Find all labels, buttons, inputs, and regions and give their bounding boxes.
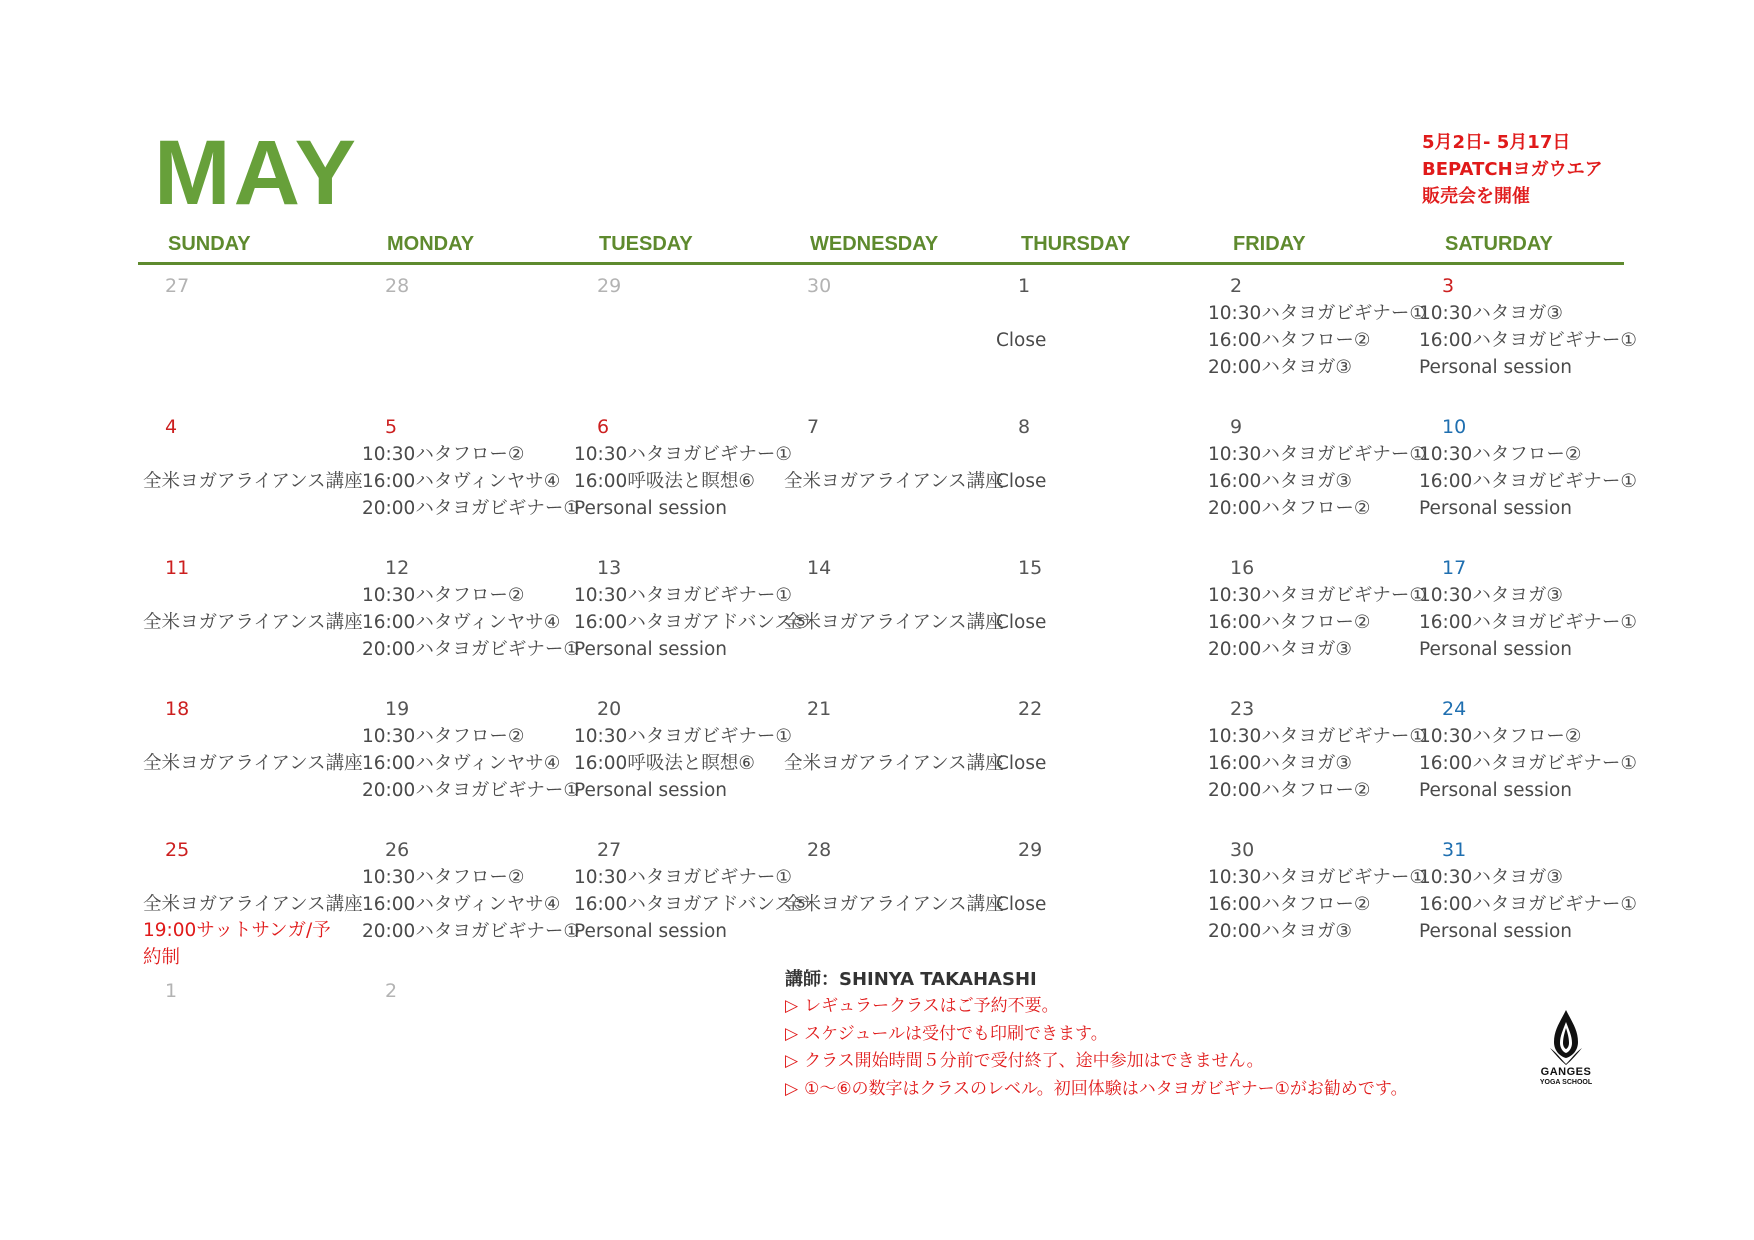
- date-number: 14: [807, 557, 832, 579]
- date-number: 3: [1442, 275, 1455, 297]
- class-entry: 16:00ハタヨガ③: [1208, 753, 1352, 774]
- class-entry: 20:00ハタヨガ③: [1208, 357, 1352, 378]
- class-entry: Close: [996, 330, 1047, 351]
- class-entry: 10:30ハタフロー②: [1419, 444, 1582, 465]
- date-number: 18: [165, 698, 190, 720]
- triangle-marker-icon: ▷: [785, 1023, 799, 1044]
- announcement: [1422, 129, 1603, 210]
- class-entry: 全米ヨガアライアンス講座: [143, 753, 363, 774]
- date-number: 11: [165, 557, 190, 579]
- lotus-flame-icon: [1546, 1008, 1586, 1066]
- logo-name: GANGES: [1540, 1066, 1592, 1078]
- class-entry: 全米ヨガアライアンス講座: [143, 471, 363, 492]
- class-entry: 10:30ハタヨガビギナー①: [1208, 726, 1426, 747]
- class-entry: Close: [996, 612, 1047, 633]
- class-entry: 10:30ハタヨガビギナー①: [574, 726, 792, 747]
- class-entry: 10:30ハタヨガビギナー①: [1208, 585, 1426, 606]
- class-entry: Personal session: [574, 498, 728, 519]
- date-number: 16: [1230, 557, 1255, 579]
- class-entry: 20:00ハタヨガ③: [1208, 639, 1352, 660]
- class-entry: 16:00ハタヴィンヤサ④: [362, 471, 561, 492]
- class-entry: 16:00ハタヨガビギナー①: [1419, 894, 1637, 915]
- date-number: 9: [1230, 416, 1243, 438]
- triangle-marker-icon: ▷: [785, 1078, 799, 1099]
- date-number: 26: [385, 839, 410, 861]
- triangle-marker-icon: ▷: [785, 996, 799, 1016]
- weekday-saturday: SATURDAY: [1445, 233, 1553, 255]
- class-entry: 20:00ハタヨガビギナー①: [362, 498, 580, 519]
- date-number: 12: [385, 557, 410, 579]
- note-item: [785, 993, 1408, 1021]
- school-logo: [1526, 1008, 1606, 1096]
- class-entry: Close: [996, 894, 1047, 915]
- class-entry: Personal session: [1419, 780, 1573, 801]
- class-entry: 16:00ハタヴィンヤサ④: [362, 753, 561, 774]
- weekday-sunday: SUNDAY: [168, 233, 251, 255]
- instructor-label: 講師：SHINYA TAKAHASHI: [785, 969, 1037, 990]
- note-item: [785, 1048, 1408, 1076]
- note-text: レギュラークラスはご予約不要。: [804, 996, 1059, 1016]
- date-number: 29: [597, 275, 622, 297]
- month-title: MAY: [154, 122, 359, 224]
- class-entry: 10:30ハタヨガ③: [1419, 303, 1563, 324]
- date-number: 31: [1442, 839, 1467, 861]
- note-text: スケジュールは受付でも印刷できます。: [804, 1023, 1108, 1044]
- date-number: 4: [165, 416, 178, 438]
- logo-subtitle: YOGA SCHOOL: [1539, 1079, 1593, 1086]
- weekday-thursday: THURSDAY: [1021, 233, 1131, 255]
- class-entry: 10:30ハタフロー②: [362, 585, 525, 606]
- date-number: 1: [165, 980, 178, 1002]
- date-number: 15: [1018, 557, 1043, 579]
- class-entry: 16:00呼吸法と瞑想⑥: [574, 471, 755, 492]
- class-entry: 10:30ハタヨガビギナー①: [1208, 444, 1426, 465]
- announcement-line: BEPATCHヨガウエア: [1422, 159, 1603, 180]
- class-entry: 20:00ハタヨガ③: [1208, 921, 1352, 942]
- date-number: 20: [597, 698, 622, 720]
- class-entry: 10:30ハタヨガ③: [1419, 867, 1563, 888]
- class-entry: 16:00ハタヨガアドバンス⑤: [574, 612, 810, 633]
- class-entry: Personal session: [574, 921, 728, 942]
- date-number: 25: [165, 839, 190, 861]
- date-number: 21: [807, 698, 832, 720]
- class-entry: 全米ヨガアライアンス講座: [143, 894, 363, 915]
- class-entry: 全米ヨガアライアンス講座: [784, 894, 1004, 915]
- date-number: 29: [1018, 839, 1043, 861]
- class-entry: 16:00ハタヨガビギナー①: [1419, 330, 1637, 351]
- date-number: 27: [165, 275, 190, 297]
- class-entry: 10:30ハタヨガビギナー①: [1208, 303, 1426, 324]
- note-text: クラス開始時間５分前で受付終了、途中参加はできません。: [804, 1051, 1264, 1071]
- class-entry: 全米ヨガアライアンス講座: [784, 471, 1004, 492]
- class-entry: Close: [996, 471, 1047, 492]
- class-entry: Personal session: [1419, 498, 1573, 519]
- class-entry: 10:30ハタヨガビギナー①: [574, 867, 792, 888]
- weekday-tuesday: TUESDAY: [599, 233, 693, 255]
- class-entry: 16:00ハタフロー②: [1208, 330, 1371, 351]
- class-entry: 10:30ハタヨガビギナー①: [574, 585, 792, 606]
- class-entry: 16:00ハタヴィンヤサ④: [362, 894, 561, 915]
- weekday-monday: MONDAY: [387, 233, 475, 255]
- announcement-line: 5月2日- 5月17日: [1422, 132, 1571, 153]
- date-number: 30: [1230, 839, 1255, 861]
- date-number: 1: [1018, 275, 1031, 297]
- announcement-line: 販売会を開催: [1422, 186, 1530, 207]
- note-text: ①～⑥の数字はクラスのレベル。初回体験はハタヨガビギナー①がお勧めです。: [804, 1078, 1408, 1099]
- class-entry: 全米ヨガアライアンス講座: [784, 612, 1004, 633]
- date-number: 22: [1018, 698, 1043, 720]
- class-entry: 20:00ハタフロー②: [1208, 780, 1371, 801]
- weekday-friday: FRIDAY: [1233, 233, 1306, 255]
- class-entry: 全米ヨガアライアンス講座: [143, 612, 363, 633]
- class-entry: 16:00ハタヨガアドバンス⑤: [574, 894, 810, 915]
- class-entry: Close: [996, 753, 1047, 774]
- class-entry: Personal session: [1419, 639, 1573, 660]
- date-number: 28: [385, 275, 410, 297]
- special-event: 19:00サットサンガ/予約制: [143, 920, 331, 968]
- class-entry: 10:30ハタヨガビギナー①: [1208, 867, 1426, 888]
- date-number: 13: [597, 557, 622, 579]
- date-number: 2: [1230, 275, 1243, 297]
- class-entry: 10:30ハタフロー②: [1419, 726, 1582, 747]
- date-number: 23: [1230, 698, 1255, 720]
- date-number: 5: [385, 416, 398, 438]
- class-entry: 20:00ハタヨガビギナー①: [362, 639, 580, 660]
- class-entry: 10:30ハタフロー②: [362, 726, 525, 747]
- date-number: 2: [385, 980, 398, 1002]
- class-entry: 10:30ハタフロー②: [362, 444, 525, 465]
- class-entry: 20:00ハタヨガビギナー①: [362, 921, 580, 942]
- class-entry: 全米ヨガアライアンス講座: [784, 753, 1004, 774]
- class-entry: 20:00ハタヨガビギナー①: [362, 780, 580, 801]
- notes-list: [785, 993, 1408, 1103]
- class-entry: 10:30ハタヨガ③: [1419, 585, 1563, 606]
- date-number: 10: [1442, 416, 1467, 438]
- class-entry: 16:00ハタヨガビギナー①: [1419, 471, 1637, 492]
- date-number: 6: [597, 416, 610, 438]
- date-number: 30: [807, 275, 832, 297]
- class-entry: 16:00ハタフロー②: [1208, 612, 1371, 633]
- date-number: 27: [597, 839, 622, 861]
- triangle-marker-icon: ▷: [785, 1051, 799, 1071]
- note-item: [785, 1076, 1408, 1104]
- class-entry: Personal session: [1419, 921, 1573, 942]
- note-item: [785, 1021, 1408, 1049]
- header-divider: [138, 262, 1624, 265]
- weekday-wednesday: WEDNESDAY: [810, 233, 939, 255]
- class-entry: Personal session: [574, 780, 728, 801]
- date-number: 17: [1442, 557, 1467, 579]
- class-entry: 10:30ハタフロー②: [362, 867, 525, 888]
- class-entry: Personal session: [574, 639, 728, 660]
- class-entry: 16:00ハタヴィンヤサ④: [362, 612, 561, 633]
- date-number: 8: [1018, 416, 1031, 438]
- notes-block: [785, 966, 1408, 1103]
- class-entry: 16:00ハタフロー②: [1208, 894, 1371, 915]
- class-entry: 20:00ハタフロー②: [1208, 498, 1371, 519]
- date-number: 28: [807, 839, 832, 861]
- class-entry: 16:00呼吸法と瞑想⑥: [574, 753, 755, 774]
- class-entry: 16:00ハタヨガビギナー①: [1419, 612, 1637, 633]
- class-entry: Personal session: [1419, 357, 1573, 378]
- date-number: 19: [385, 698, 410, 720]
- date-number: 24: [1442, 698, 1467, 720]
- class-entry: 10:30ハタヨガビギナー①: [574, 444, 792, 465]
- class-entry: 16:00ハタヨガ③: [1208, 471, 1352, 492]
- class-entry: 16:00ハタヨガビギナー①: [1419, 753, 1637, 774]
- date-number: 7: [807, 416, 820, 438]
